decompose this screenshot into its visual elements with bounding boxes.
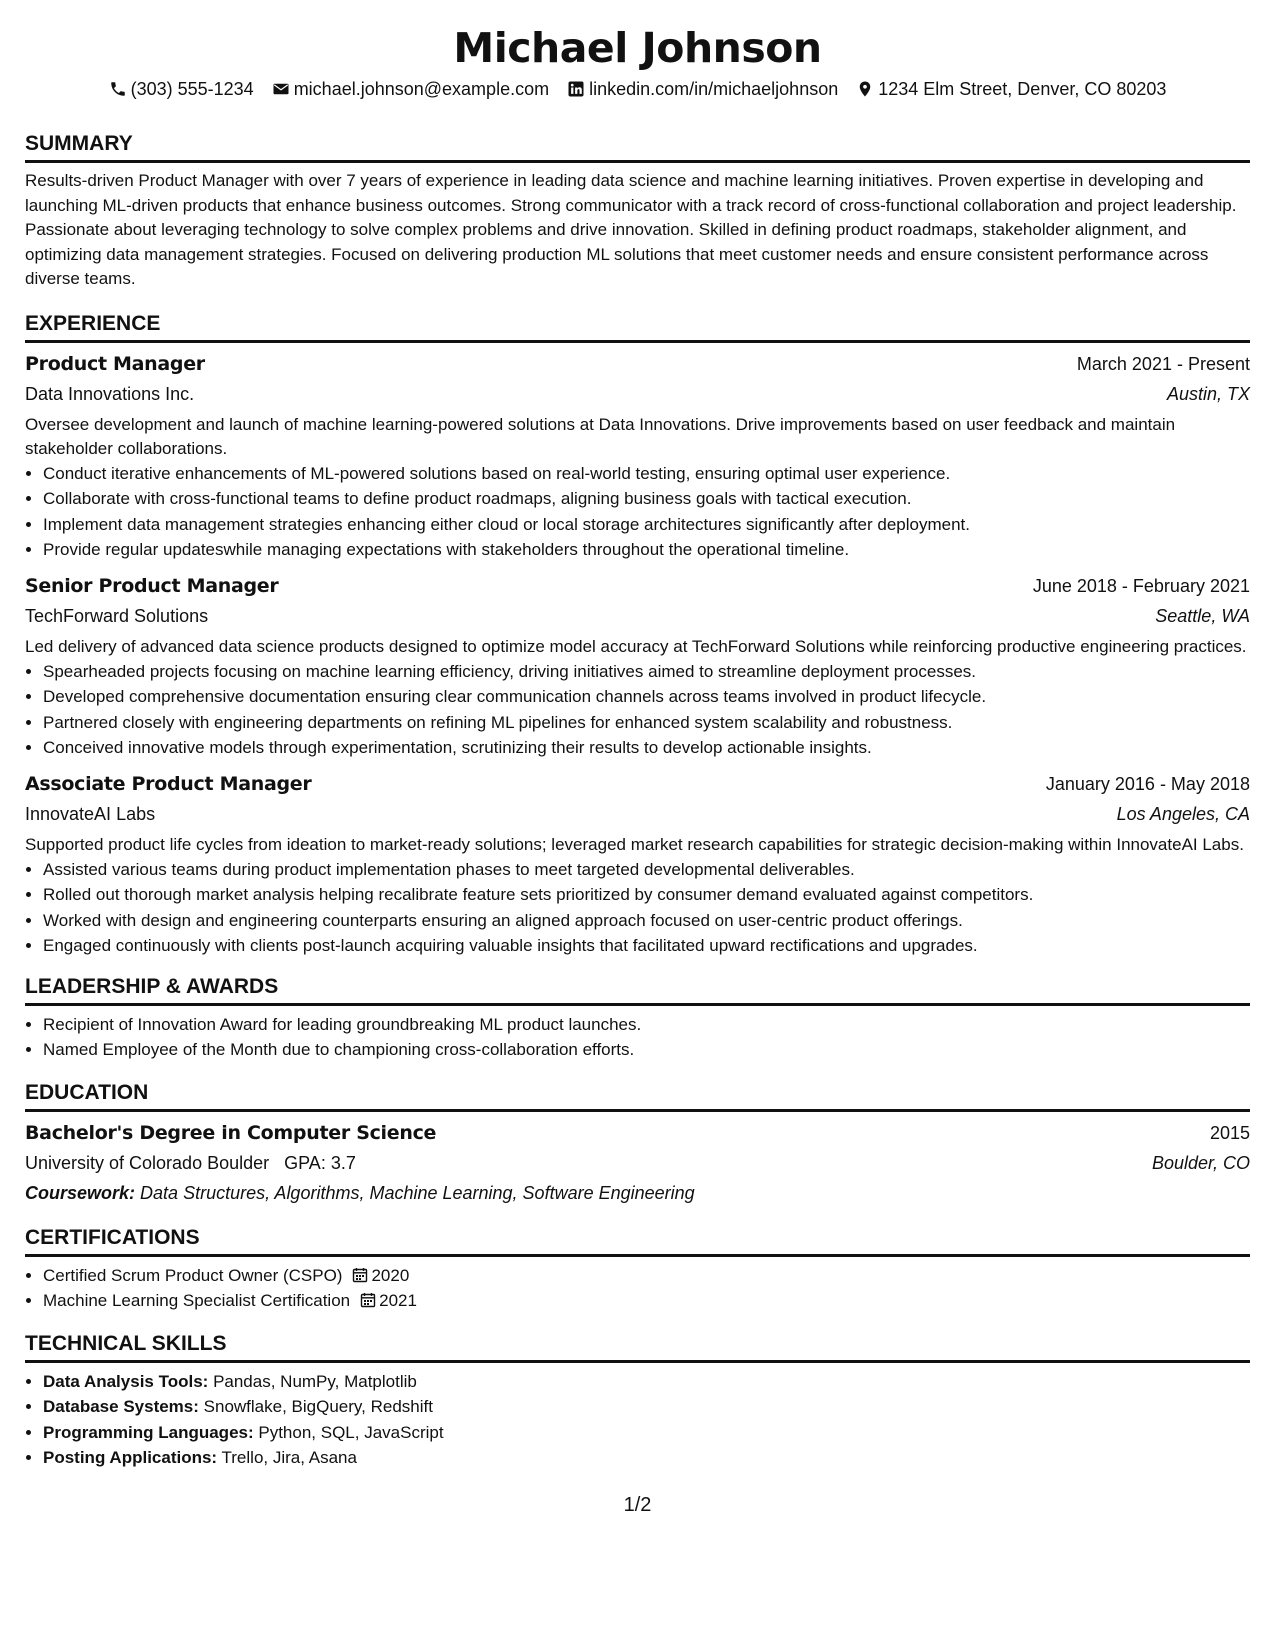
coursework-label: Coursework: bbox=[25, 1182, 136, 1203]
skill-label: Data Analysis Tools: bbox=[43, 1371, 209, 1391]
contact-address bbox=[856, 76, 1166, 102]
list-item: • Provide regular updateswhile managing expectations with stakeholders throughout the operational timeline. bbox=[43, 537, 1250, 563]
address-text: 1234 Elm Street, Denver, CO 80203 bbox=[878, 79, 1167, 99]
contact-email[interactable] bbox=[272, 76, 549, 102]
skills-title: TECHNICAL SKILLS bbox=[25, 1330, 1250, 1363]
skill-value: Pandas, NumPy, Matplotlib bbox=[213, 1371, 417, 1391]
list-item: • Conduct iterative enhancements of ML-powered solutions based on real-world testing, ensuring optimal user experience. bbox=[43, 461, 1250, 487]
skill-label: Posting Applications: bbox=[43, 1448, 218, 1467]
job-title: Product Manager bbox=[25, 352, 205, 375]
job-description: Oversee development and launch of machine learning-powered solutions at Data Innovations. Drive improvements based on user feedback and maintain stakeholder collaborations. bbox=[25, 414, 1176, 458]
skill-value: Python, SQL, JavaScript bbox=[258, 1422, 444, 1442]
list-item: • Worked with design and engineering counterparts ensuring an aligned approach focused on user-centric product offerings. bbox=[43, 908, 1250, 934]
summary-section bbox=[25, 130, 1250, 292]
experience-title: EXPERIENCE bbox=[25, 310, 1250, 343]
email-link[interactable]: michael.johnson@example.com bbox=[293, 79, 550, 99]
list-item: • Implement data management strategies enhancing either cloud or local storage architectures significantly after deployment. bbox=[43, 512, 1250, 538]
map-marker-icon bbox=[856, 80, 874, 98]
contact-linkedin[interactable] bbox=[567, 76, 838, 102]
list-item bbox=[43, 1263, 1250, 1289]
experience-section bbox=[25, 310, 1250, 959]
job-dates: January 2016 - May 2018 bbox=[1045, 773, 1250, 794]
job-title: Associate Product Manager bbox=[25, 772, 312, 795]
summary-text: Results-driven Product Manager with over 7 years of experience in leading data science and machine learning initiatives. Proven expertise in developing and launching ML-driven products that enhance business outcomes. Strong communicator with a track record of cross-functional collaboration and project leadership. Passionate about leveraging technology to solve complex problems and drive innovation. Skilled in defining product roadmaps, stakeholder alignment, and optimizing data management strategies. Focused on delivering production ML solutions that meet customer needs and ensure consistent performance across diverse teams. bbox=[25, 171, 1237, 288]
list-item: • Named Employee of the Month due to championing cross-collaboration efforts. bbox=[43, 1037, 1250, 1063]
job-bullets bbox=[25, 461, 1250, 563]
skill-value: Snowflake, BigQuery, Redshift bbox=[203, 1397, 433, 1416]
list-item: • Partnered closely with engineering departments on refining ML pipelines for enhanced system scalability and robustness. bbox=[43, 710, 1250, 736]
contact-phone bbox=[109, 76, 254, 102]
job-company: TechForward Solutions bbox=[25, 605, 209, 626]
list-item bbox=[43, 1288, 1250, 1314]
contact-bar bbox=[25, 76, 1250, 102]
skill-label: Database Systems: bbox=[43, 1397, 199, 1416]
job-bullets bbox=[25, 659, 1250, 761]
job-company: InnovateAI Labs bbox=[25, 803, 156, 824]
job-dates: June 2018 - February 2021 bbox=[1032, 575, 1250, 596]
page-number: 1/2 bbox=[623, 1494, 652, 1516]
list-item: • Assisted various teams during product implementation phases to meet targeted developmental deliverables. bbox=[43, 857, 1250, 883]
list-item: • Collaborate with cross-functional teams to define product roadmaps, aligning business goals with tactical execution. bbox=[43, 486, 1250, 512]
summary-title: SUMMARY bbox=[25, 130, 1250, 163]
job-location: Seattle, WA bbox=[1155, 605, 1250, 626]
phone-text: (303) 555-1234 bbox=[130, 79, 254, 99]
calendar-icon bbox=[352, 1267, 368, 1283]
job-location: Austin, TX bbox=[1166, 383, 1250, 404]
job-bullets bbox=[25, 857, 1250, 959]
phone-icon bbox=[109, 80, 127, 98]
list-item: • Conceived innovative models through experimentation, scrutinizing their results to develop actionable insights. bbox=[43, 735, 1250, 761]
job-entry bbox=[25, 349, 1250, 563]
list-item: • Developed comprehensive documentation ensuring clear communication channels across teams involved in product lifecycle. bbox=[43, 684, 1250, 710]
job-entry bbox=[25, 769, 1250, 959]
skills-section bbox=[25, 1330, 1250, 1471]
degree-title: Bachelor's Degree in Computer Science bbox=[25, 1121, 437, 1144]
certifications-section bbox=[25, 1224, 1250, 1314]
job-dates: March 2021 - Present bbox=[1076, 353, 1250, 374]
list-item: • Rolled out thorough market analysis helping recalibrate feature sets prioritized by consumer demand evaluated against competitors. bbox=[43, 882, 1250, 908]
list-item: • Spearheaded projects focusing on machine learning efficiency, driving initiatives aimed to streamline deployment processes. bbox=[43, 659, 1250, 685]
list-item: • Engaged continuously with clients post-launch acquiring valuable insights that facilitated upward rectifications and upgrades. bbox=[43, 933, 1250, 959]
cert-name: Machine Learning Specialist Certification bbox=[43, 1291, 351, 1310]
cert-year: 2020 bbox=[371, 1265, 410, 1285]
coursework-line bbox=[25, 1178, 1250, 1208]
job-description: Supported product life cycles from ideation to market-ready solutions; leveraged market research capabilities for strategic decision-making within InnovateAI Labs. bbox=[25, 834, 1244, 854]
job-title: Senior Product Manager bbox=[25, 574, 279, 597]
linkedin-icon bbox=[567, 80, 585, 98]
school-name: University of Colorado Boulder bbox=[25, 1152, 270, 1173]
list-item bbox=[43, 1394, 1250, 1420]
education-title: EDUCATION bbox=[25, 1079, 1250, 1112]
job-description: Led delivery of advanced data science products designed to optimize model accuracy at TechForward Solutions while reinforcing productive engineering practices. bbox=[25, 636, 1247, 656]
cert-year: 2021 bbox=[379, 1291, 417, 1310]
skills-list bbox=[25, 1369, 1250, 1471]
cert-name: Certified Scrum Product Owner (CSPO) bbox=[43, 1265, 343, 1285]
school-location: Boulder, CO bbox=[1151, 1152, 1250, 1173]
leadership-list bbox=[25, 1012, 1250, 1063]
coursework-list: Data Structures, Algorithms, Machine Learning, Software Engineering bbox=[140, 1182, 695, 1203]
list-item bbox=[43, 1420, 1250, 1446]
graduation-year: 2015 bbox=[1209, 1122, 1250, 1143]
skill-label: Programming Languages: bbox=[43, 1422, 254, 1442]
certifications-list bbox=[25, 1263, 1250, 1314]
list-item bbox=[43, 1369, 1250, 1395]
school-line bbox=[25, 1148, 356, 1178]
leadership-title: LEADERSHIP & AWARDS bbox=[25, 973, 1250, 1006]
skill-value: Trello, Jira, Asana bbox=[221, 1448, 357, 1467]
education-section bbox=[25, 1079, 1250, 1208]
job-company: Data Innovations Inc. bbox=[25, 383, 195, 404]
job-entry bbox=[25, 571, 1250, 761]
calendar-icon bbox=[360, 1292, 376, 1308]
list-item bbox=[43, 1445, 1250, 1471]
list-item: • Recipient of Innovation Award for leading groundbreaking ML product launches. bbox=[43, 1012, 1250, 1038]
leadership-section bbox=[25, 973, 1250, 1063]
gpa: GPA: 3.7 bbox=[284, 1152, 356, 1173]
certifications-title: CERTIFICATIONS bbox=[25, 1224, 1250, 1257]
envelope-icon bbox=[272, 80, 290, 98]
job-location: Los Angeles, CA bbox=[1116, 803, 1250, 824]
candidate-name: Michael Johnson bbox=[453, 24, 822, 72]
linkedin-link[interactable]: linkedin.com/in/michaeljohnson bbox=[589, 79, 839, 99]
